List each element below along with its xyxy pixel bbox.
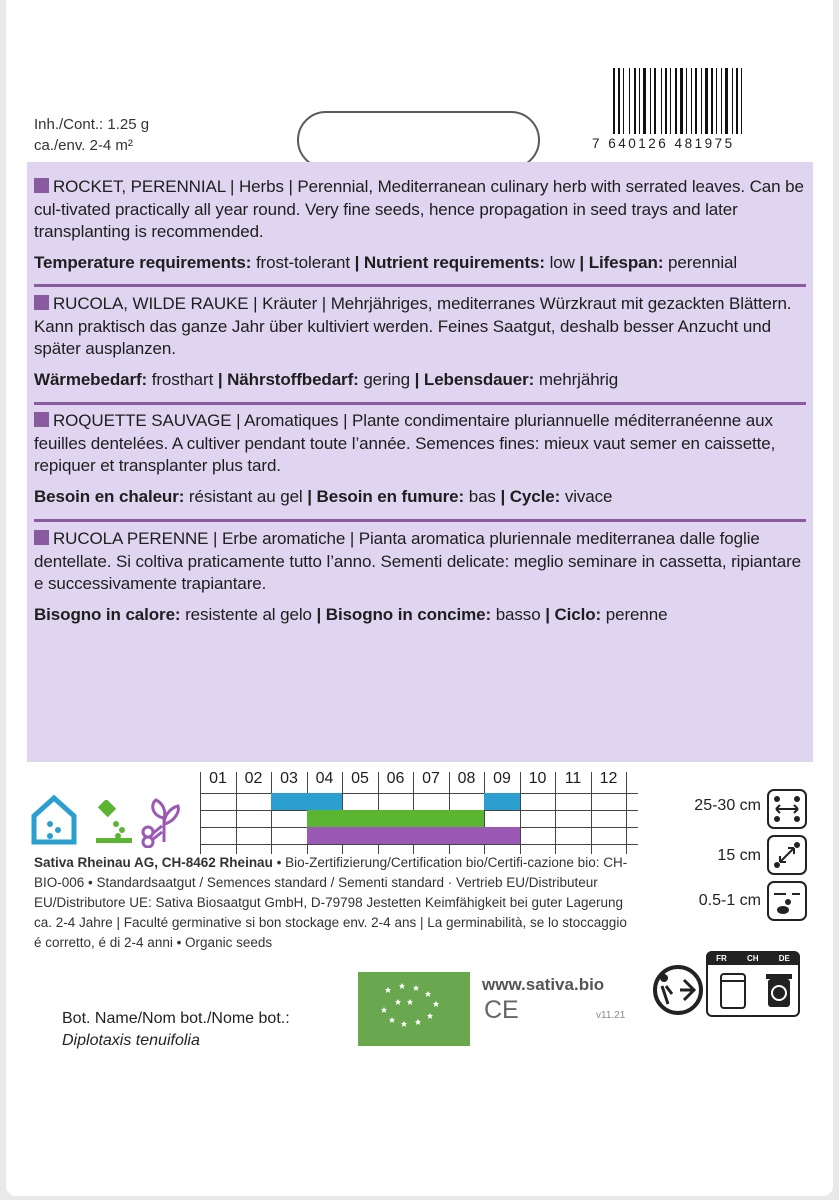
calendar-cell-outdoor-sowing (413, 810, 449, 827)
barcode-bar (686, 68, 687, 134)
calendar-cell-harvest (307, 827, 343, 844)
section-it: RUCOLA PERENNE | Erbe aromatiche | Pianta aromatica pluriennale mediterranea dalle foglie dentellate. Si coltiva praticamente tutto l’anno. Sementi delicate: meglio seminare in cassetta, ripiantare e successivamente trapiantare. Bisogno in calore: resistente al gelo | Bisogno in concime: basso | Ciclo: perenne (34, 528, 806, 626)
calendar-month-label: 12 (599, 770, 618, 787)
footer-details: • Bio-Zertifizierung/Certification bio/Certifi-cazione bio: CH-BIO-006 • Standardsaatgut / Semences standard / Sementi standard · Vertrieb EU/Distributeur EU/Distributore UE: Sativa Biosaatgut GmbH, D-79798 Jestetten Keimfähigkeit bei guter Lagerung ca. 2-4 Jahre | Faculté germinative si bon stockage env. 2-4 ans | La germinabilità, se lo stoccaggio é corretto, é di 2-4 anni • Organic seeds (34, 855, 628, 950)
calendar-grid-line (555, 772, 556, 854)
eu-star (385, 987, 391, 993)
barcode-bar (643, 68, 646, 134)
requirements-de: Wärmebedarf: frosthart | Nährstoffbedarf: gering | Lebensdauer: mehrjährig (34, 369, 619, 389)
triman-recycling-icon (650, 964, 706, 1016)
row-distance-label: 25-30 cm (694, 797, 761, 814)
section-en (34, 176, 806, 274)
content-weight: Inh./Cont.: 1.25 g (34, 116, 150, 133)
calendar-cell-outdoor-sowing (307, 810, 343, 827)
greenhouse-sowing-icon (30, 794, 78, 846)
eu-star (395, 999, 401, 1005)
calendar-month-label: 05 (351, 770, 369, 787)
square-bullet-icon (34, 178, 49, 193)
barcode-bar (629, 68, 630, 134)
calendar-month-label: 09 (493, 770, 511, 787)
barcode-bar (670, 68, 671, 134)
barcode-bar (736, 68, 738, 134)
botanical-label: Bot. Name/Nom bot./Nome bot.: (62, 1010, 290, 1027)
section-divider (34, 402, 806, 405)
barcode-bar (705, 68, 708, 134)
barcode-bar (665, 68, 667, 134)
website[interactable]: www.sativa.bio (482, 975, 605, 994)
barcode-bar (623, 68, 624, 134)
calendar-month-label: 06 (386, 770, 405, 787)
version: v11.21 (596, 1010, 626, 1021)
section-text: ROCKET, PERENNIAL | Herbs | Perennial, Mediterranean culinary herb with serrated leaves. Can be cul-tivated practically all year round. Very fine seeds, hence propagation in seed trays and later transplanting is recommended. (34, 177, 804, 241)
tab-ch: CH (746, 953, 759, 963)
eu-star (425, 991, 431, 997)
square-bullet-icon (34, 530, 49, 545)
calendar-month-label: 07 (422, 770, 440, 787)
barcode-bar (741, 68, 742, 134)
calendar-month-label: 01 (209, 770, 227, 787)
sowing-depth-icon (766, 880, 808, 922)
calendar-month-label: 10 (528, 770, 547, 787)
barcode-bar (695, 68, 697, 134)
barcode-number: 7 640126 481975 (592, 136, 735, 151)
barcode-bar (675, 68, 677, 134)
barcode-bar (618, 68, 620, 134)
eu-organic-logo (358, 972, 470, 1046)
packet-icon (718, 971, 748, 1011)
barcode-bar (634, 68, 636, 134)
calendar-grid-line (591, 772, 592, 854)
eu-star (399, 983, 405, 989)
tab-fr: FR (716, 953, 727, 963)
calendar-cell-outdoor-sowing (342, 810, 378, 827)
calendar-cell-harvest (484, 827, 520, 844)
plant-distance-label: 15 cm (717, 847, 761, 864)
calendar-cell-outdoor-sowing (449, 810, 485, 827)
section-de: RUCOLA, WILDE RAUKE | Kräuter | Mehrjähriges, mediterranes Würzkraut mit gezackten Blättern. Kann praktisch das ganze Jahr über kultiviert werden. Feines Saatgut, deshalb besser Anzucht und später ausplanzen. Wärmebedarf: frosthart | Nährstoffbedarf: gering | Lebensdauer: mehrjährig (34, 293, 806, 391)
calendar-month-label: 03 (280, 770, 298, 787)
barcode-bar (680, 68, 683, 134)
square-bullet-icon (34, 295, 49, 310)
calendar-month-label: 02 (244, 770, 263, 787)
ce-mark: CE (484, 996, 519, 1024)
section-divider (34, 284, 806, 287)
eu-star (381, 1007, 387, 1013)
calendar-grid-line (200, 772, 201, 854)
barcode-bar (701, 68, 702, 134)
calendar-cell-harvest (342, 827, 378, 844)
eu-organic-leaf-icon (358, 972, 470, 1046)
calendar-cell-harvest (378, 827, 414, 844)
barcode-bar (721, 68, 722, 134)
square-bullet-icon (34, 412, 49, 427)
calendar-cell-outdoor-sowing (378, 810, 414, 827)
calendar-cell-indoor-sowing (484, 793, 520, 810)
calendar-grid-line (520, 772, 521, 854)
eu-star (433, 1001, 439, 1007)
calendar-grid-line (200, 844, 638, 845)
calendar-month-label: 11 (564, 770, 582, 787)
calendar-cell-indoor-sowing (307, 793, 343, 810)
barcode-bar (639, 68, 640, 134)
barcode (611, 68, 767, 142)
barcode-bar (716, 68, 717, 134)
barcode-bar (613, 68, 615, 134)
calendar-grid-line (271, 772, 272, 854)
calendar-grid-line (200, 793, 638, 794)
calendar-month-label: 04 (315, 770, 334, 787)
barcode-bar (732, 68, 733, 134)
section-divider (34, 519, 806, 522)
calendar-grid-line (626, 772, 627, 854)
harvest-icon (138, 796, 190, 848)
calendar-cell-indoor-sowing (271, 793, 307, 810)
disposal-label-box (706, 951, 800, 1017)
requirements-fr: Besoin en chaleur: résistant au gel | Besoin en fumure: bas | Cycle: vivace (34, 486, 613, 506)
calendar-cell-harvest (449, 827, 485, 844)
barcode-bar (661, 68, 662, 134)
barcode-bar (654, 68, 656, 134)
botanical-name (62, 1008, 290, 1052)
botanical-latin-name: Diplotaxis tenuifolia (62, 1032, 200, 1049)
footer-legal (34, 853, 634, 953)
barcode-bar (691, 68, 692, 134)
eu-star (415, 1019, 421, 1025)
tab-de: DE (778, 953, 790, 963)
sowing-depth-label: 0.5-1 cm (698, 892, 761, 909)
barcode-bar (725, 68, 728, 134)
barcode-bar (650, 68, 651, 134)
eu-star (427, 1013, 433, 1019)
company-name: Sativa Rheinau AG, CH-8462 Rheinau (34, 855, 273, 870)
eu-star (407, 999, 413, 1005)
section-fr: ROQUETTE SAUVAGE | Aromatiques | Plante condimentaire pluriannuelle méditerranéenne aux feuilles dentelées. A cultiver pendant toute l’année. Semences fines: mieux vaut semer en caissette, repiquer et transplanter plus tard. Besoin en chaleur: résistant au gel | Besoin en fumure: bas | Cycle: vivace (34, 410, 806, 508)
plant-distance-icon (766, 834, 808, 876)
outdoor-sowing-icon (94, 800, 134, 844)
recycle-bin-icon (764, 971, 794, 1011)
barcode-bar (711, 68, 713, 134)
calendar-month-label: 08 (457, 770, 476, 787)
eu-star (413, 985, 419, 991)
eu-star (389, 1017, 395, 1023)
calendar-cell-harvest (413, 827, 449, 844)
content-area: ca./env. 2-4 m² (34, 137, 133, 154)
eu-star (401, 1021, 407, 1027)
hanger-hole (297, 111, 540, 169)
content-info (34, 114, 149, 156)
calendar-grid-line (236, 772, 237, 854)
requirements-it: Bisogno in calore: resistente al gelo | Bisogno in concime: basso | Ciclo: perenne (34, 604, 668, 624)
row-distance-icon (766, 788, 808, 830)
requirements-en: Temperature requirements: frost-tolerant | Nutrient requirements: low | Lifespan: perennial (34, 252, 738, 272)
